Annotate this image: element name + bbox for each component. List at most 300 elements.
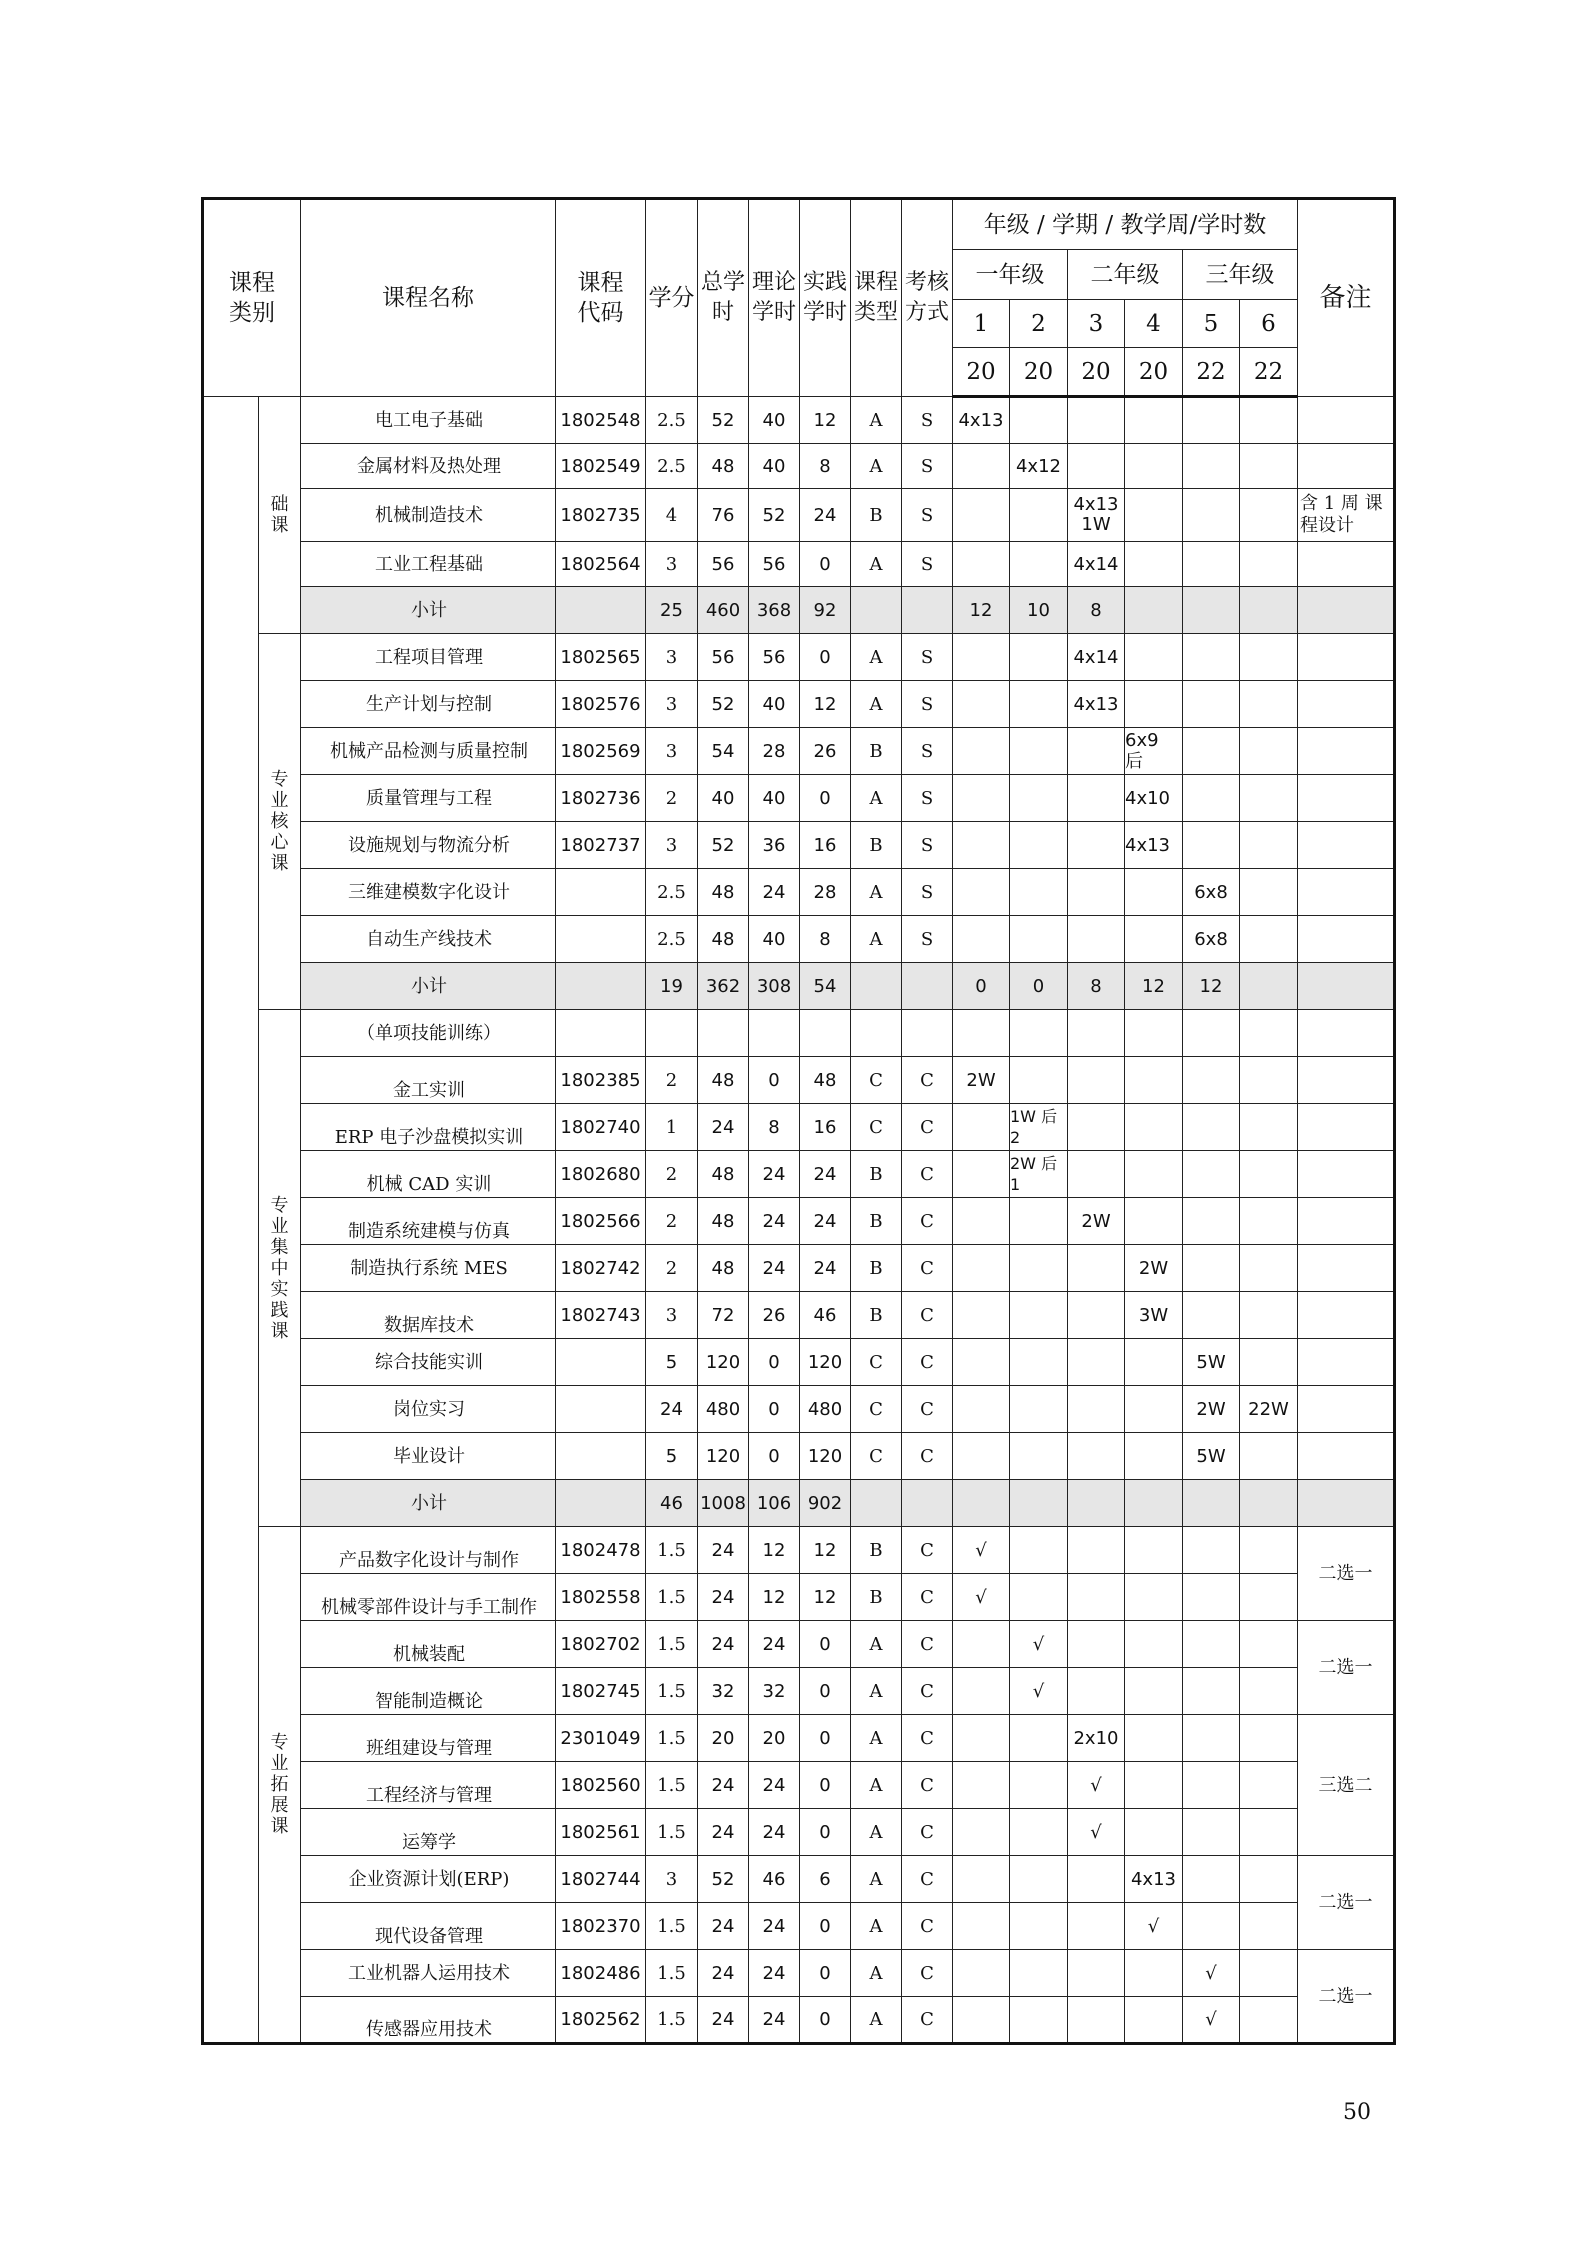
assessment-method: C <box>902 1151 953 1198</box>
term-3-hours <box>1068 1010 1125 1057</box>
term-1-hours <box>953 1950 1010 1997</box>
term-6-hours <box>1240 1292 1298 1339</box>
assessment-method: C <box>902 1997 953 2044</box>
course-name: 机械 CAD 实训 <box>301 1151 556 1198</box>
header-term: 4 <box>1125 300 1183 348</box>
header-total-hours: 总学时 <box>698 199 749 397</box>
term-1-hours <box>953 916 1010 963</box>
course-code: 1802549 <box>556 444 646 489</box>
course-credit: 1.5 <box>646 1668 698 1715</box>
course-type: A <box>851 869 902 916</box>
practice-hours: 28 <box>800 869 851 916</box>
term-6-hours <box>1240 489 1298 542</box>
term-6-hours <box>1240 1057 1298 1104</box>
course-credit: 24 <box>646 1386 698 1433</box>
remarks-note <box>1298 916 1395 963</box>
table-row <box>203 1386 1395 1433</box>
course-credit: 3 <box>646 728 698 775</box>
term-4-hours <box>1125 1997 1183 2044</box>
term-3-hours <box>1068 1856 1125 1903</box>
practice-hours: 0 <box>800 1668 851 1715</box>
theory-hours: 40 <box>749 916 800 963</box>
term-2-hours <box>1010 1997 1068 2044</box>
term-4-hours: 4x13 <box>1125 822 1183 869</box>
theory-hours: 40 <box>749 397 800 444</box>
course-type: B <box>851 1151 902 1198</box>
total-hours: 48 <box>698 1057 749 1104</box>
remarks-note <box>1298 1433 1395 1480</box>
term-5-hours: √ <box>1183 1997 1240 2044</box>
term-4-hours <box>1125 634 1183 681</box>
remarks-note <box>1298 963 1395 1010</box>
term-4-hours <box>1125 1386 1183 1433</box>
term-5-hours <box>1183 1715 1240 1762</box>
course-type: A <box>851 1621 902 1668</box>
course-code: 1802566 <box>556 1198 646 1245</box>
total-hours: 24 <box>698 1104 749 1151</box>
term-6-hours <box>1240 542 1298 587</box>
course-type: B <box>851 1292 902 1339</box>
term-3-hours <box>1068 916 1125 963</box>
course-name: 数据库技术 <box>301 1292 556 1339</box>
term-6-hours <box>1240 1527 1298 1574</box>
term-4-hours <box>1125 1339 1183 1386</box>
term-5-hours: 5W <box>1183 1433 1240 1480</box>
section-label-text: 专业集中实践课 <box>270 1194 289 1342</box>
term-1-hours: √ <box>953 1574 1010 1621</box>
remarks-note: 二选一 <box>1298 1527 1395 1621</box>
term-3-hours <box>1068 1621 1125 1668</box>
term-3-hours: 2W <box>1068 1198 1125 1245</box>
header-name: 课程名称 <box>301 199 556 397</box>
term-5-hours <box>1183 1057 1240 1104</box>
term-3-hours <box>1068 1574 1125 1621</box>
course-type: A <box>851 1762 902 1809</box>
term-3-hours <box>1068 1950 1125 1997</box>
course-name: 班组建设与管理 <box>301 1715 556 1762</box>
term-5-hours <box>1183 775 1240 822</box>
practice-hours: 12 <box>800 1527 851 1574</box>
term-6-hours <box>1240 916 1298 963</box>
total-hours: 56 <box>698 634 749 681</box>
assessment-method: C <box>902 1856 953 1903</box>
table-row <box>203 916 1395 963</box>
term-6-hours <box>1240 1339 1298 1386</box>
remarks-note <box>1298 444 1395 489</box>
total-hours: 120 <box>698 1433 749 1480</box>
theory-hours: 56 <box>749 542 800 587</box>
term-6-hours <box>1240 397 1298 444</box>
course-type: C <box>851 1386 902 1433</box>
term-6-hours <box>1240 1903 1298 1950</box>
assessment-method: C <box>902 1104 953 1151</box>
theory-hours: 24 <box>749 869 800 916</box>
term-2-hours <box>1010 1950 1068 1997</box>
course-type: A <box>851 681 902 728</box>
total-hours: 72 <box>698 1292 749 1339</box>
course-type: A <box>851 916 902 963</box>
table-row <box>203 1621 1395 1668</box>
course-name: ERP 电子沙盘模拟实训 <box>301 1104 556 1151</box>
term-5-hours <box>1183 542 1240 587</box>
course-code: 1802486 <box>556 1950 646 1997</box>
term-4-hours <box>1125 489 1183 542</box>
course-schedule-table <box>201 197 1396 2045</box>
course-code: 1802478 <box>556 1527 646 1574</box>
table-row <box>203 1762 1395 1809</box>
course-name: 工程经济与管理 <box>301 1762 556 1809</box>
term-1-hours <box>953 775 1010 822</box>
course-credit: 3 <box>646 1292 698 1339</box>
table-row <box>203 489 1395 542</box>
course-name: 产品数字化设计与制作 <box>301 1527 556 1574</box>
theory-hours: 40 <box>749 681 800 728</box>
table-row <box>203 1903 1395 1950</box>
term-4-hours <box>1125 681 1183 728</box>
section-label-text: 专业拓展课 <box>270 1732 289 1837</box>
theory-hours: 106 <box>749 1480 800 1527</box>
term-4-hours <box>1125 1104 1183 1151</box>
course-type: A <box>851 1997 902 2044</box>
course-name: 设施规划与物流分析 <box>301 822 556 869</box>
term-5-hours <box>1183 681 1240 728</box>
term-1-hours <box>953 1386 1010 1433</box>
term-3-hours <box>1068 1903 1125 1950</box>
term-1-hours <box>953 1198 1010 1245</box>
table-row <box>203 1809 1395 1856</box>
term-3-hours <box>1068 1433 1125 1480</box>
term-1-hours <box>953 542 1010 587</box>
term-2-hours <box>1010 728 1068 775</box>
course-credit: 1.5 <box>646 1950 698 1997</box>
term-5-hours <box>1183 728 1240 775</box>
course-code: 1802742 <box>556 1245 646 1292</box>
practice-hours: 12 <box>800 397 851 444</box>
term-6-hours <box>1240 1433 1298 1480</box>
course-type: A <box>851 542 902 587</box>
practice-hours: 6 <box>800 1856 851 1903</box>
course-type: A <box>851 1715 902 1762</box>
theory-hours: 24 <box>749 1621 800 1668</box>
term-1-hours <box>953 1151 1010 1198</box>
term-5-hours <box>1183 1574 1240 1621</box>
term-3-hours: 2x10 <box>1068 1715 1125 1762</box>
subtotal-row <box>203 963 1395 1010</box>
header-theory-hours: 理论学时 <box>749 199 800 397</box>
term-3-hours <box>1068 1527 1125 1574</box>
theory-hours: 0 <box>749 1057 800 1104</box>
total-hours: 24 <box>698 1762 749 1809</box>
term-2-hours <box>1010 1198 1068 1245</box>
course-code: 1802564 <box>556 542 646 587</box>
course-credit: 1.5 <box>646 1527 698 1574</box>
term-2-hours <box>1010 397 1068 444</box>
term-1-hours <box>953 1480 1010 1527</box>
theory-hours: 52 <box>749 489 800 542</box>
term-2-hours: 4x12 <box>1010 444 1068 489</box>
course-code: 1802680 <box>556 1151 646 1198</box>
term-2-hours <box>1010 1856 1068 1903</box>
course-type: B <box>851 489 902 542</box>
table-row <box>203 1198 1395 1245</box>
term-5-hours <box>1183 1104 1240 1151</box>
term-4-hours <box>1125 1762 1183 1809</box>
total-hours: 24 <box>698 1574 749 1621</box>
course-name: 小计 <box>301 1480 556 1527</box>
practice-hours: 8 <box>800 916 851 963</box>
remarks-note <box>1298 681 1395 728</box>
term-3-hours <box>1068 1480 1125 1527</box>
practice-hours: 0 <box>800 775 851 822</box>
term-2-hours <box>1010 1245 1068 1292</box>
term-2-hours <box>1010 1715 1068 1762</box>
practice-hours: 24 <box>800 489 851 542</box>
term-2-hours <box>1010 681 1068 728</box>
header-grade2: 二年级 <box>1068 250 1183 300</box>
term-4-hours <box>1125 1433 1183 1480</box>
table-row <box>203 1151 1395 1198</box>
term-6-hours <box>1240 1997 1298 2044</box>
term-2-hours <box>1010 1433 1068 1480</box>
term-3-hours: 8 <box>1068 587 1125 634</box>
term-2-hours <box>1010 1339 1068 1386</box>
term-4-hours <box>1125 1715 1183 1762</box>
practice-hours: 16 <box>800 1104 851 1151</box>
assessment-method: S <box>902 728 953 775</box>
table-row <box>203 1339 1395 1386</box>
term-3-hours <box>1068 1104 1125 1151</box>
table-row <box>203 869 1395 916</box>
table-row <box>203 444 1395 489</box>
term-3-hours: 4x14 <box>1068 634 1125 681</box>
table-row <box>203 681 1395 728</box>
term-5-hours <box>1183 587 1240 634</box>
total-hours: 1008 <box>698 1480 749 1527</box>
course-credit: 5 <box>646 1433 698 1480</box>
header-weeks: 20 <box>1125 348 1183 397</box>
remarks-note <box>1298 869 1395 916</box>
total-hours: 362 <box>698 963 749 1010</box>
course-credit: 5 <box>646 1339 698 1386</box>
course-code <box>556 1386 646 1433</box>
course-code: 1802569 <box>556 728 646 775</box>
term-5-hours <box>1183 1527 1240 1574</box>
practice-hours <box>800 1010 851 1057</box>
term-1-hours <box>953 1433 1010 1480</box>
total-hours: 56 <box>698 542 749 587</box>
term-1-hours <box>953 728 1010 775</box>
term-5-hours <box>1183 444 1240 489</box>
term-4-hours <box>1125 444 1183 489</box>
theory-hours <box>749 1010 800 1057</box>
term-6-hours <box>1240 1762 1298 1809</box>
course-type: A <box>851 775 902 822</box>
term-4-hours <box>1125 1198 1183 1245</box>
header-grade3: 三年级 <box>1183 250 1298 300</box>
practice-hours: 54 <box>800 963 851 1010</box>
assessment-method: C <box>902 1903 953 1950</box>
term-6-hours <box>1240 1621 1298 1668</box>
theory-hours: 12 <box>749 1527 800 1574</box>
header-course-type: 课程类型 <box>851 199 902 397</box>
practice-hours: 0 <box>800 1715 851 1762</box>
course-code: 1802735 <box>556 489 646 542</box>
term-5-hours: 5W <box>1183 1339 1240 1386</box>
total-hours: 54 <box>698 728 749 775</box>
assessment-method: S <box>902 869 953 916</box>
section-practice-label <box>259 1010 301 1527</box>
assessment-method: S <box>902 444 953 489</box>
remarks-note: 二选一 <box>1298 1856 1395 1950</box>
assessment-method: C <box>902 1621 953 1668</box>
remarks-note: 二选一 <box>1298 1950 1395 2044</box>
assessment-method: C <box>902 1245 953 1292</box>
term-2-hours <box>1010 916 1068 963</box>
term-1-hours <box>953 1104 1010 1151</box>
term-4-hours <box>1125 1151 1183 1198</box>
theory-hours: 24 <box>749 1151 800 1198</box>
course-name: 生产计划与控制 <box>301 681 556 728</box>
table-row <box>203 1245 1395 1292</box>
term-2-hours: 2W 后 1 <box>1010 1151 1068 1198</box>
practice-hours: 16 <box>800 822 851 869</box>
term-2-hours <box>1010 542 1068 587</box>
course-code: 1802736 <box>556 775 646 822</box>
term-6-hours <box>1240 1668 1298 1715</box>
term-2-hours: 1W 后 2 <box>1010 1104 1068 1151</box>
theory-hours: 368 <box>749 587 800 634</box>
term-2-hours <box>1010 1386 1068 1433</box>
course-code: 1802744 <box>556 1856 646 1903</box>
term-5-hours <box>1183 1809 1240 1856</box>
course-code <box>556 869 646 916</box>
practice-hours: 8 <box>800 444 851 489</box>
theory-hours: 12 <box>749 1574 800 1621</box>
theory-hours: 28 <box>749 728 800 775</box>
term-2-hours <box>1010 775 1068 822</box>
header-weeks: 20 <box>1010 348 1068 397</box>
course-code: 1802745 <box>556 1668 646 1715</box>
course-code <box>556 1010 646 1057</box>
section-label-text: 专业核心课 <box>270 769 289 874</box>
term-1-hours <box>953 634 1010 681</box>
header-remarks: 备注 <box>1298 199 1395 397</box>
course-type: B <box>851 1527 902 1574</box>
term-5-hours <box>1183 397 1240 444</box>
term-2-hours: √ <box>1010 1668 1068 1715</box>
practice-hours: 24 <box>800 1198 851 1245</box>
remarks-note <box>1298 1245 1395 1292</box>
header-credit: 学分 <box>646 199 698 397</box>
course-type: A <box>851 397 902 444</box>
course-name: （单项技能训练） <box>301 1010 556 1057</box>
course-type: C <box>851 1433 902 1480</box>
theory-hours: 24 <box>749 1762 800 1809</box>
remarks-note <box>1298 1292 1395 1339</box>
course-credit: 2.5 <box>646 869 698 916</box>
header-assessment: 考核方式 <box>902 199 953 397</box>
assessment-method: S <box>902 634 953 681</box>
course-code: 1802743 <box>556 1292 646 1339</box>
header-term: 1 <box>953 300 1010 348</box>
course-code: 1802740 <box>556 1104 646 1151</box>
remarks-note <box>1298 1480 1395 1527</box>
course-credit: 19 <box>646 963 698 1010</box>
practice-hours: 0 <box>800 1903 851 1950</box>
course-code: 1802385 <box>556 1057 646 1104</box>
total-hours: 24 <box>698 1903 749 1950</box>
course-credit: 1.5 <box>646 1715 698 1762</box>
course-code: 1802565 <box>556 634 646 681</box>
theory-hours: 20 <box>749 1715 800 1762</box>
term-3-hours: 4x13 1W <box>1068 489 1125 542</box>
term-3-hours <box>1068 1997 1125 2044</box>
term-4-hours: 2W <box>1125 1245 1183 1292</box>
course-name: 机械零部件设计与手工制作 <box>301 1574 556 1621</box>
theory-hours: 0 <box>749 1433 800 1480</box>
term-4-hours <box>1125 1010 1183 1057</box>
practice-hours: 12 <box>800 1574 851 1621</box>
term-1-hours <box>953 1292 1010 1339</box>
term-4-hours <box>1125 1809 1183 1856</box>
table-row <box>203 1010 1395 1057</box>
practice-hours: 0 <box>800 542 851 587</box>
remarks-note <box>1298 1010 1395 1057</box>
term-1-hours <box>953 869 1010 916</box>
table-row <box>203 775 1395 822</box>
term-2-hours <box>1010 1480 1068 1527</box>
practice-hours: 48 <box>800 1057 851 1104</box>
course-name: 智能制造概论 <box>301 1668 556 1715</box>
remarks-note <box>1298 728 1395 775</box>
assessment-method: C <box>902 1198 953 1245</box>
term-2-hours: 10 <box>1010 587 1068 634</box>
course-code: 1802702 <box>556 1621 646 1668</box>
term-4-hours <box>1125 1480 1183 1527</box>
term-6-hours <box>1240 728 1298 775</box>
remarks-note <box>1298 542 1395 587</box>
assessment-method: C <box>902 1809 953 1856</box>
total-hours: 32 <box>698 1668 749 1715</box>
course-code: 1802370 <box>556 1903 646 1950</box>
left-spacer <box>203 397 259 2044</box>
table-row <box>203 1715 1395 1762</box>
course-name: 电工电子基础 <box>301 397 556 444</box>
term-1-hours: 12 <box>953 587 1010 634</box>
course-credit: 1.5 <box>646 1809 698 1856</box>
section-label-text: 础课 <box>270 494 289 536</box>
total-hours: 24 <box>698 1809 749 1856</box>
practice-hours: 24 <box>800 1245 851 1292</box>
remarks-note <box>1298 1339 1395 1386</box>
section-core-label <box>259 634 301 1010</box>
assessment-method: C <box>902 1762 953 1809</box>
theory-hours: 56 <box>749 634 800 681</box>
course-type: A <box>851 1856 902 1903</box>
term-5-hours: √ <box>1183 1950 1240 1997</box>
remarks-note: 二选一 <box>1298 1621 1395 1715</box>
theory-hours: 24 <box>749 1903 800 1950</box>
assessment-method: S <box>902 822 953 869</box>
term-4-hours <box>1125 1950 1183 1997</box>
course-name: 岗位实习 <box>301 1386 556 1433</box>
term-1-hours <box>953 489 1010 542</box>
practice-hours: 0 <box>800 1809 851 1856</box>
course-credit: 2 <box>646 1057 698 1104</box>
practice-hours: 0 <box>800 1621 851 1668</box>
term-5-hours <box>1183 1198 1240 1245</box>
total-hours: 24 <box>698 1527 749 1574</box>
